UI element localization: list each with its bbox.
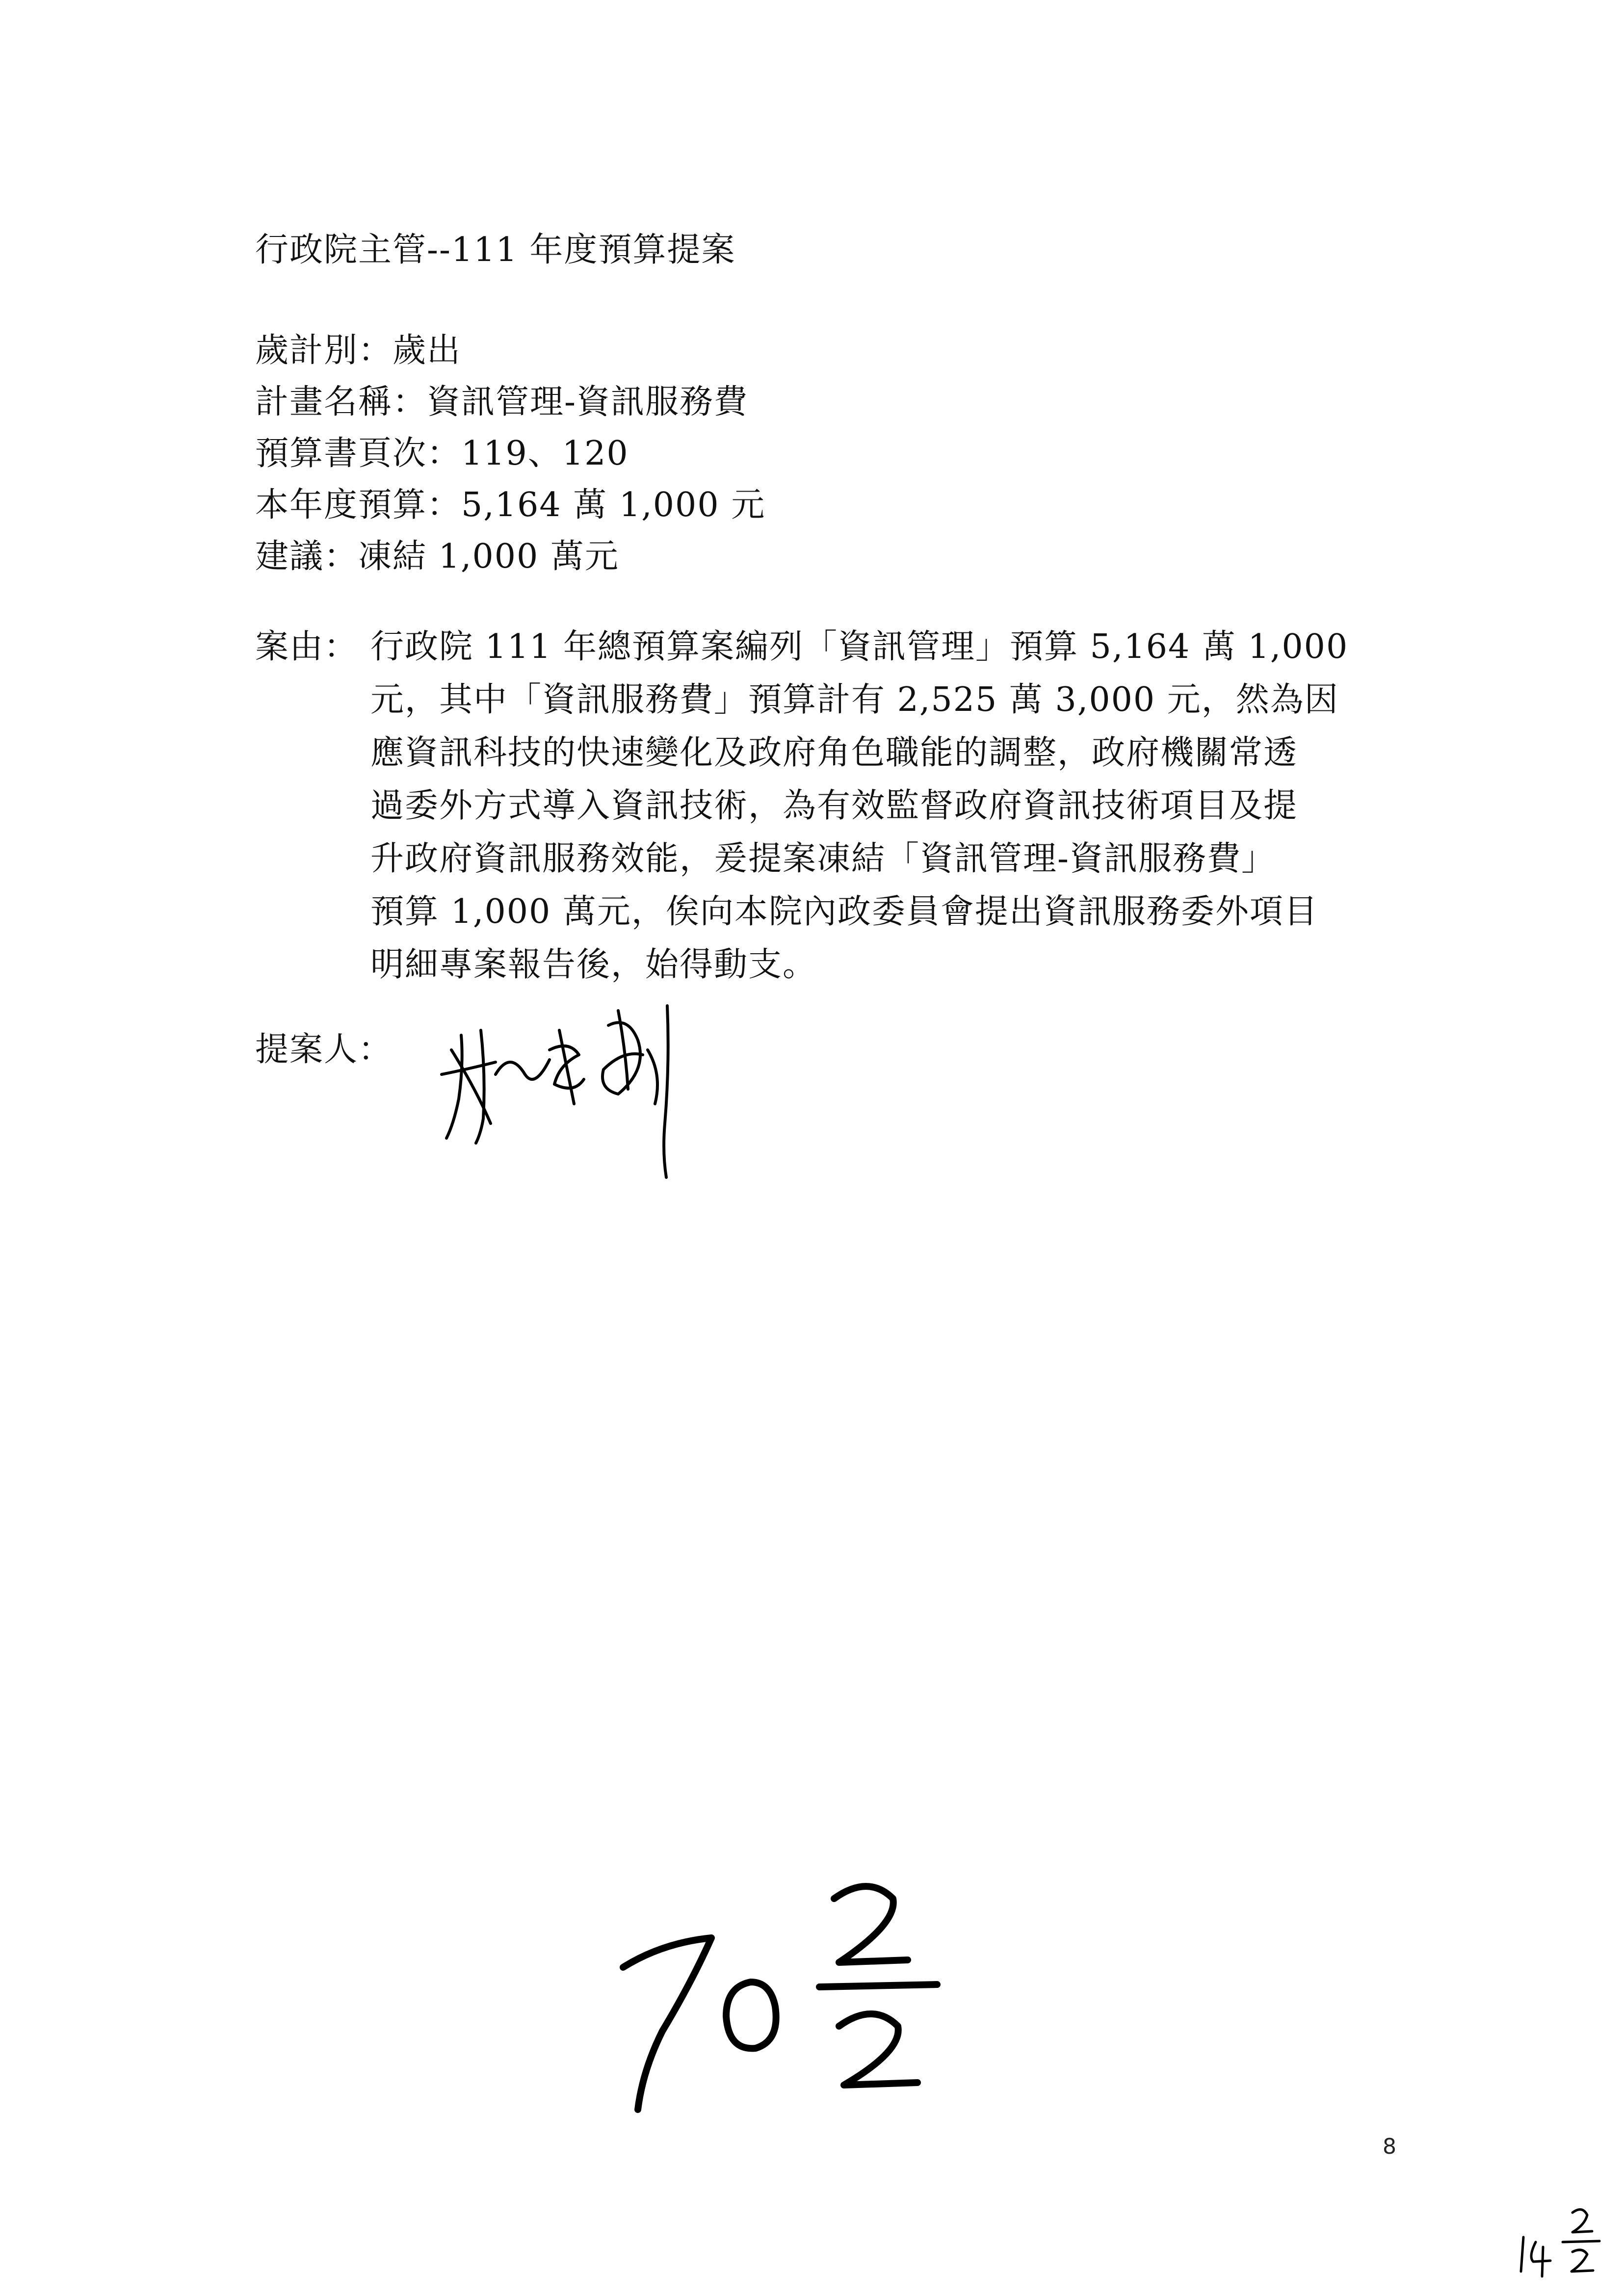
field-value: 歲出 [393, 331, 462, 370]
proposer-label: 提案人： [255, 1030, 393, 1069]
field-label: 建議： [255, 537, 359, 576]
field-annual-budget [255, 478, 765, 532]
reason-line: 預算 1,000 萬元，俟向本院內政委員會提出資訊服務委外項目 [370, 892, 1318, 931]
handwritten-signature [432, 976, 736, 1182]
reason-line: 元，其中「資訊服務費」預算計有 2,525 萬 3,000 元，然為因 [370, 680, 1339, 719]
reason-line: 行政院 111 年總預算案編列「資訊管理」預算 5,164 萬 1,000 [370, 627, 1349, 666]
reason-label: 案由： [255, 627, 359, 666]
reason-line: 應資訊科技的快速變化及政府角色職能的調整，政府機關常透 [370, 733, 1298, 772]
document-title: 行政院主管--111 年度預算提案 [255, 231, 736, 269]
field-value: 5,164 萬 1,000 元 [461, 486, 766, 524]
field-suggestion [255, 530, 619, 584]
field-value: 凍結 1,000 萬元 [358, 537, 619, 576]
field-budget-pages [255, 427, 629, 481]
field-fiscal-category [255, 324, 461, 378]
reason-line: 過委外方式導入資訊技術，為有效監督政府資訊技術項目及提 [370, 786, 1298, 825]
field-label: 預算書頁次： [255, 434, 462, 473]
reason-body [370, 621, 1391, 991]
field-label: 計畫名稱： [255, 383, 427, 421]
reason-line: 明細專案報告後，始得動支。 [370, 945, 817, 984]
handwritten-annotation [603, 1854, 957, 2129]
corner-handwritten-mark [1514, 2203, 1607, 2281]
field-value: 資訊管理-資訊服務費 [427, 383, 748, 421]
field-project-name [255, 375, 748, 429]
field-value: 119、120 [461, 434, 629, 473]
reason-line: 升政府資訊服務效能，爰提案凍結「資訊管理-資訊服務費」 [370, 839, 1276, 878]
field-label: 歲計別： [255, 331, 393, 370]
page-number: 8 [1383, 2134, 1396, 2159]
field-label: 本年度預算： [255, 486, 462, 524]
